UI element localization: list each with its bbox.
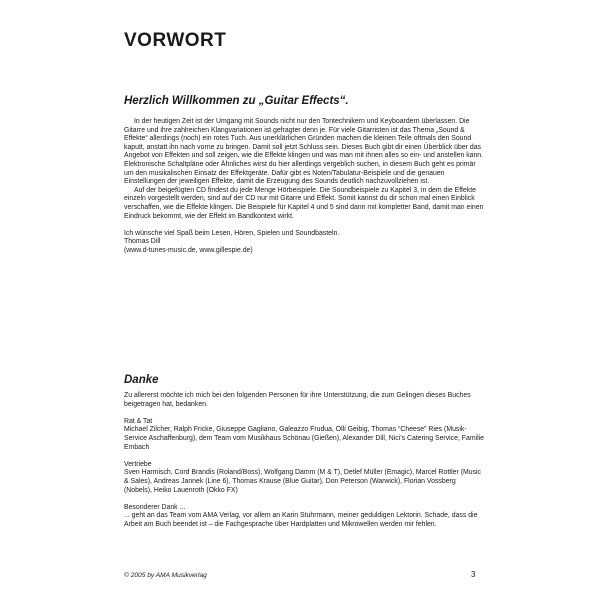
author-website: (www.d-tunes-music.de, www.gillespie.de) — [124, 246, 253, 254]
welcome-paragraph-2: Auf der beigefügten CD findest du jede Menge Hörbeispiele. Die Soundbeispiele zu Kapitel 3, in dem die Effekte einzeln vorgestellt werden, sind auf der CD nur mit Gitarre und Effekt. Somit kannst du dir schon mal einen Einblick verschaffen, wie die Effekte klingen. Die Beispiele für Kapitel 4 und 5 sind dann mit kompletter Band, damit man einen Eindruck bekommt, wie der Effekt im Bandkontext wirkt. — [124, 186, 484, 220]
welcome-paragraph-1: In der heutigen Zeit ist der Umgang mit Sounds nicht nur den Tontechnikern und Keyboardern überlassen. Die Gitarre und ihre zahlreichen Klangvariationen ist gefragter denn je. Für viele Gitarristen ist das Thema „Sound & Effekte“ allerdings (noch) ein rotes Tuch. Aus unerklärlichen Gründen machen die kleinen Teile oftmals den Sound kaputt, anstatt ihn nach vorne zu bringen. Damit soll jetzt Schluss sein. Dieses Buch gibt dir einen Überblick über das Angebot von Effekten und soll zeigen, wie die Effekte klingen und was man mit ihnen alles so ein- und anstellen kann. Elektronische Schaltpläne oder Ähnliches wirst du hier allerdings vergeblich suchen, in diesem Buch geht es primär um den musikalischen Einsatz der Effektgeräte. Dafür gibt es Noten/Tabulatur-Beispiele und die genauen Einstellungen der jeweiligen Effekte, damit die Erzeugung des Sounds deutlich nachzuvollziehen ist. — [124, 118, 484, 186]
copyright: © 2005 by AMA Musikverlag — [124, 572, 207, 579]
page-number: 3 — [471, 570, 476, 579]
welcome-section — [124, 118, 484, 256]
vertriebe-label: Vertriebe — [124, 460, 152, 468]
rat-label: Rat & Tat — [124, 417, 153, 425]
thanks-intro: Zu allererst möchte ich mich bei den folgenden Personen für ihre Unterstützung, die zum Gelingen dieses Buches beigetragen hat, bedanken. — [124, 392, 471, 408]
author-name: Thomas Dill — [124, 238, 161, 246]
rat-text: Michael Zilcher, Ralph Fricke, Giuseppe Gagliano, Galeazzo Frudua, Olli Geibig, Thomas “Cheese” Ries (Musik-Service Aschaffenburg), dem Team vom Musikhaus Schönau (Gießen), Alexander Dill, Nici’s Catering Service, Familie Embach — [124, 426, 484, 451]
closing-line: Ich wünsche viel Spaß beim Lesen, Hören, Spielen und Soundbasteln. — [124, 229, 340, 237]
special-thanks-label: Besonderer Dank ... — [124, 503, 186, 511]
page-title: VORWORT — [124, 30, 227, 51]
special-thanks-text: ... geht an das Team vom AMA Verlag, vor allem an Karin Stuhrmann, meiner geduldigen Lektorin. Schade, dass die Arbeit am Buch beendet ist – die Fachgesprache über Hardplatten und Mikrowellen werden mir fehlen. — [124, 512, 478, 528]
vertriebe-text: Sven Harmisch, Cord Brandis (Roland/Boss), Wolfgang Damm (M & T), Detlef Müller (Emagic), Marcel Rottler (Music & Sales), Andreas Jannek (Line 6), Thomas Krause (Blue Guitar), Don Peterson (Warwick), Florian Vossberg (Nobels), Heiko Lauenroth (Okko FX) — [124, 469, 482, 494]
thanks-section — [124, 392, 484, 530]
thanks-heading: Danke — [124, 374, 159, 386]
welcome-heading: Herzlich Willkommen zu „Guitar Effects“. — [124, 95, 349, 107]
